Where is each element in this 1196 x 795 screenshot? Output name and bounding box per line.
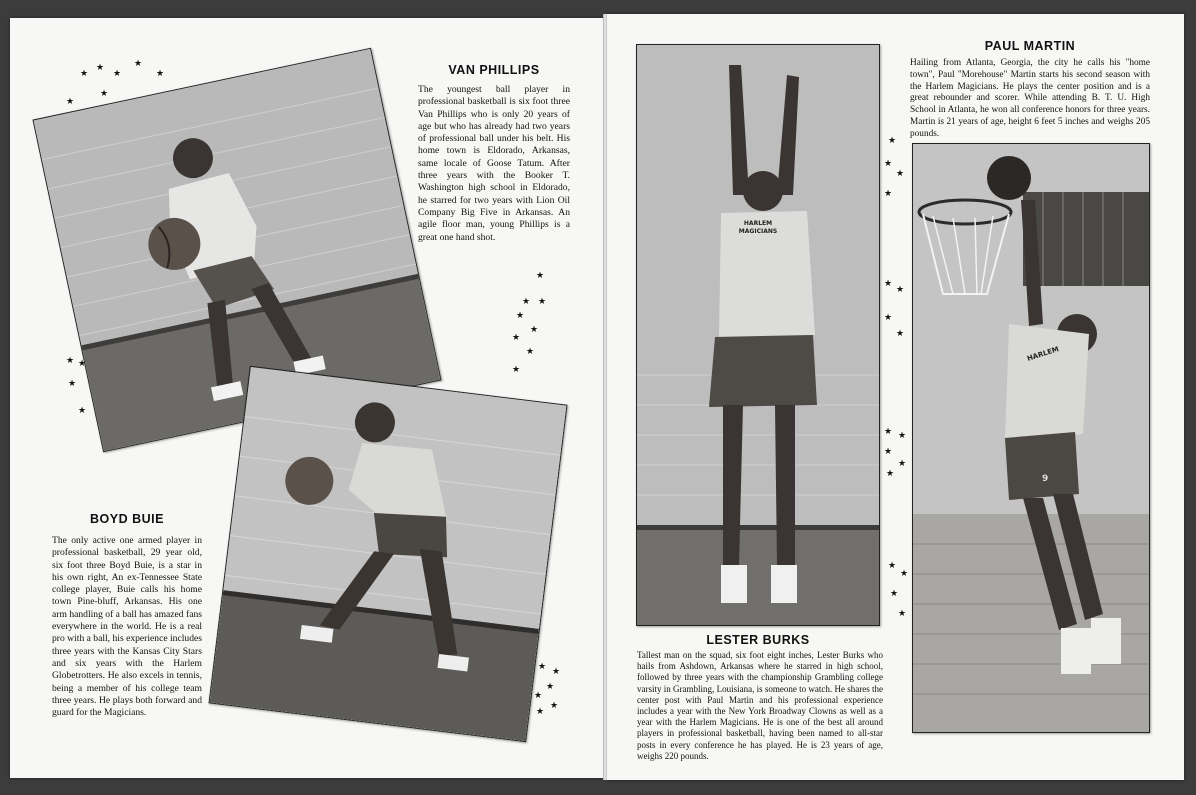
van-phillips-name: VAN PHILLIPS xyxy=(448,63,540,77)
star-icon: ★ xyxy=(884,447,893,457)
van-phillips-bio: The youngest ball player in professional basketball is six foot three Van Phillips who is only 20 years of age but who has already had two years of professional ball under his belt. His home town is Eldorado, Arkansas, same locale of Goose Tatum. After three years with the Booker T. Washington high school in Eldorado, he starred for two years with Lion Oil Company Big Five in Arkansas. An agile floor man, young Phillips is a great one hand shot. xyxy=(418,84,570,243)
star-icon: ★ xyxy=(898,431,907,441)
star-icon: ★ xyxy=(546,682,555,692)
star-icon: ★ xyxy=(896,169,905,179)
star-icon: ★ xyxy=(100,89,109,99)
star-icon: ★ xyxy=(898,459,907,469)
star-icon: ★ xyxy=(516,311,525,321)
star-icon: ★ xyxy=(538,662,547,672)
star-icon: ★ xyxy=(898,609,907,619)
star-icon: ★ xyxy=(550,701,559,711)
star-icon: ★ xyxy=(888,136,897,146)
paul-martin-bio: Hailing from Atlanta, Georgia, the city he calls his "home town", Paul "Morehouse" Martin starts his second season with the Harlem Magicians. He plays the center position and is a great rebounder and scorer. While attending B. T. U. High School in Atlanta, he won all conference honors for three years. Martin is 21 years of age, height 6 feet 5 inches and weighs 205 pounds. xyxy=(910,58,1150,139)
star-icon: ★ xyxy=(552,667,561,677)
star-icon: ★ xyxy=(896,285,905,295)
page-spine xyxy=(603,14,607,780)
paul-jersey-number: 9 xyxy=(1042,474,1049,484)
star-icon: ★ xyxy=(66,356,75,366)
star-icon: ★ xyxy=(80,69,89,79)
star-icon: ★ xyxy=(884,313,893,323)
boyd-buie-bio: The only active one armed player in professional basketball, 29 year old, six foot three Boyd Buie, is a star in his own right, An ex-Tennessee State college player, Buie calls his home town Pine-bluff, Arkansas. His one arm handling of a ball has amazed fans everywhere in the world. He is a real pro with a ball, his experience includes three years with the Kansas City Stars and six years with the Harlem Globetrotters. He also excels in tennis, being a member of his college team three years. He plays both forward and guard for the Magicians. xyxy=(52,535,202,719)
star-icon: ★ xyxy=(78,406,87,416)
star-icon: ★ xyxy=(512,365,521,375)
star-icon: ★ xyxy=(884,189,893,199)
star-icon: ★ xyxy=(68,379,77,389)
lester-burks-bio: Tallest man on the squad, six foot eight inches, Lester Burks who hails from Ashdown, Arkansas where he starred in high school, followed by three years with the championship Grambling college varsity in Grambling, Louisiana, is someone to watch. He shares the center post with Paul Martin and his professional experience includes a year with the New York Broadway Clowns as well as a year with the Harlem Magicians. He is one of the best all around players in professional basketball, having been named to all-star posts in every conference he has played. He is 23 years of age, weighs 220 pounds. xyxy=(637,650,883,761)
lester-burks-photo xyxy=(636,44,880,626)
star-icon: ★ xyxy=(526,347,535,357)
star-icon: ★ xyxy=(884,159,893,169)
star-icon: ★ xyxy=(886,469,895,479)
star-icon: ★ xyxy=(66,97,75,107)
star-icon: ★ xyxy=(900,569,909,579)
lester-jersey-lettering: HARLEM MAGICIANS xyxy=(738,220,778,235)
star-icon: ★ xyxy=(96,63,105,73)
star-icon: ★ xyxy=(156,69,165,79)
star-icon: ★ xyxy=(538,297,547,307)
star-icon: ★ xyxy=(890,589,899,599)
paul-martin-photo xyxy=(912,143,1150,733)
star-icon: ★ xyxy=(884,279,893,289)
star-icon: ★ xyxy=(896,329,905,339)
boyd-buie-name: BOYD BUIE xyxy=(90,512,164,526)
lester-burks-name: LESTER BURKS xyxy=(706,633,810,647)
star-icon: ★ xyxy=(536,707,545,717)
star-icon: ★ xyxy=(512,333,521,343)
star-icon: ★ xyxy=(530,325,539,335)
star-icon: ★ xyxy=(522,297,531,307)
paul-jersey-lettering: HARLEM xyxy=(1026,345,1060,363)
star-icon: ★ xyxy=(534,691,543,701)
boyd-buie-photo xyxy=(208,366,567,742)
star-icon: ★ xyxy=(884,427,893,437)
star-icon: ★ xyxy=(888,561,897,571)
paul-martin-name: PAUL MARTIN xyxy=(984,39,1076,53)
star-icon: ★ xyxy=(113,69,122,79)
star-icon: ★ xyxy=(78,359,87,369)
star-icon: ★ xyxy=(536,271,545,281)
star-icon: ★ xyxy=(134,59,143,69)
